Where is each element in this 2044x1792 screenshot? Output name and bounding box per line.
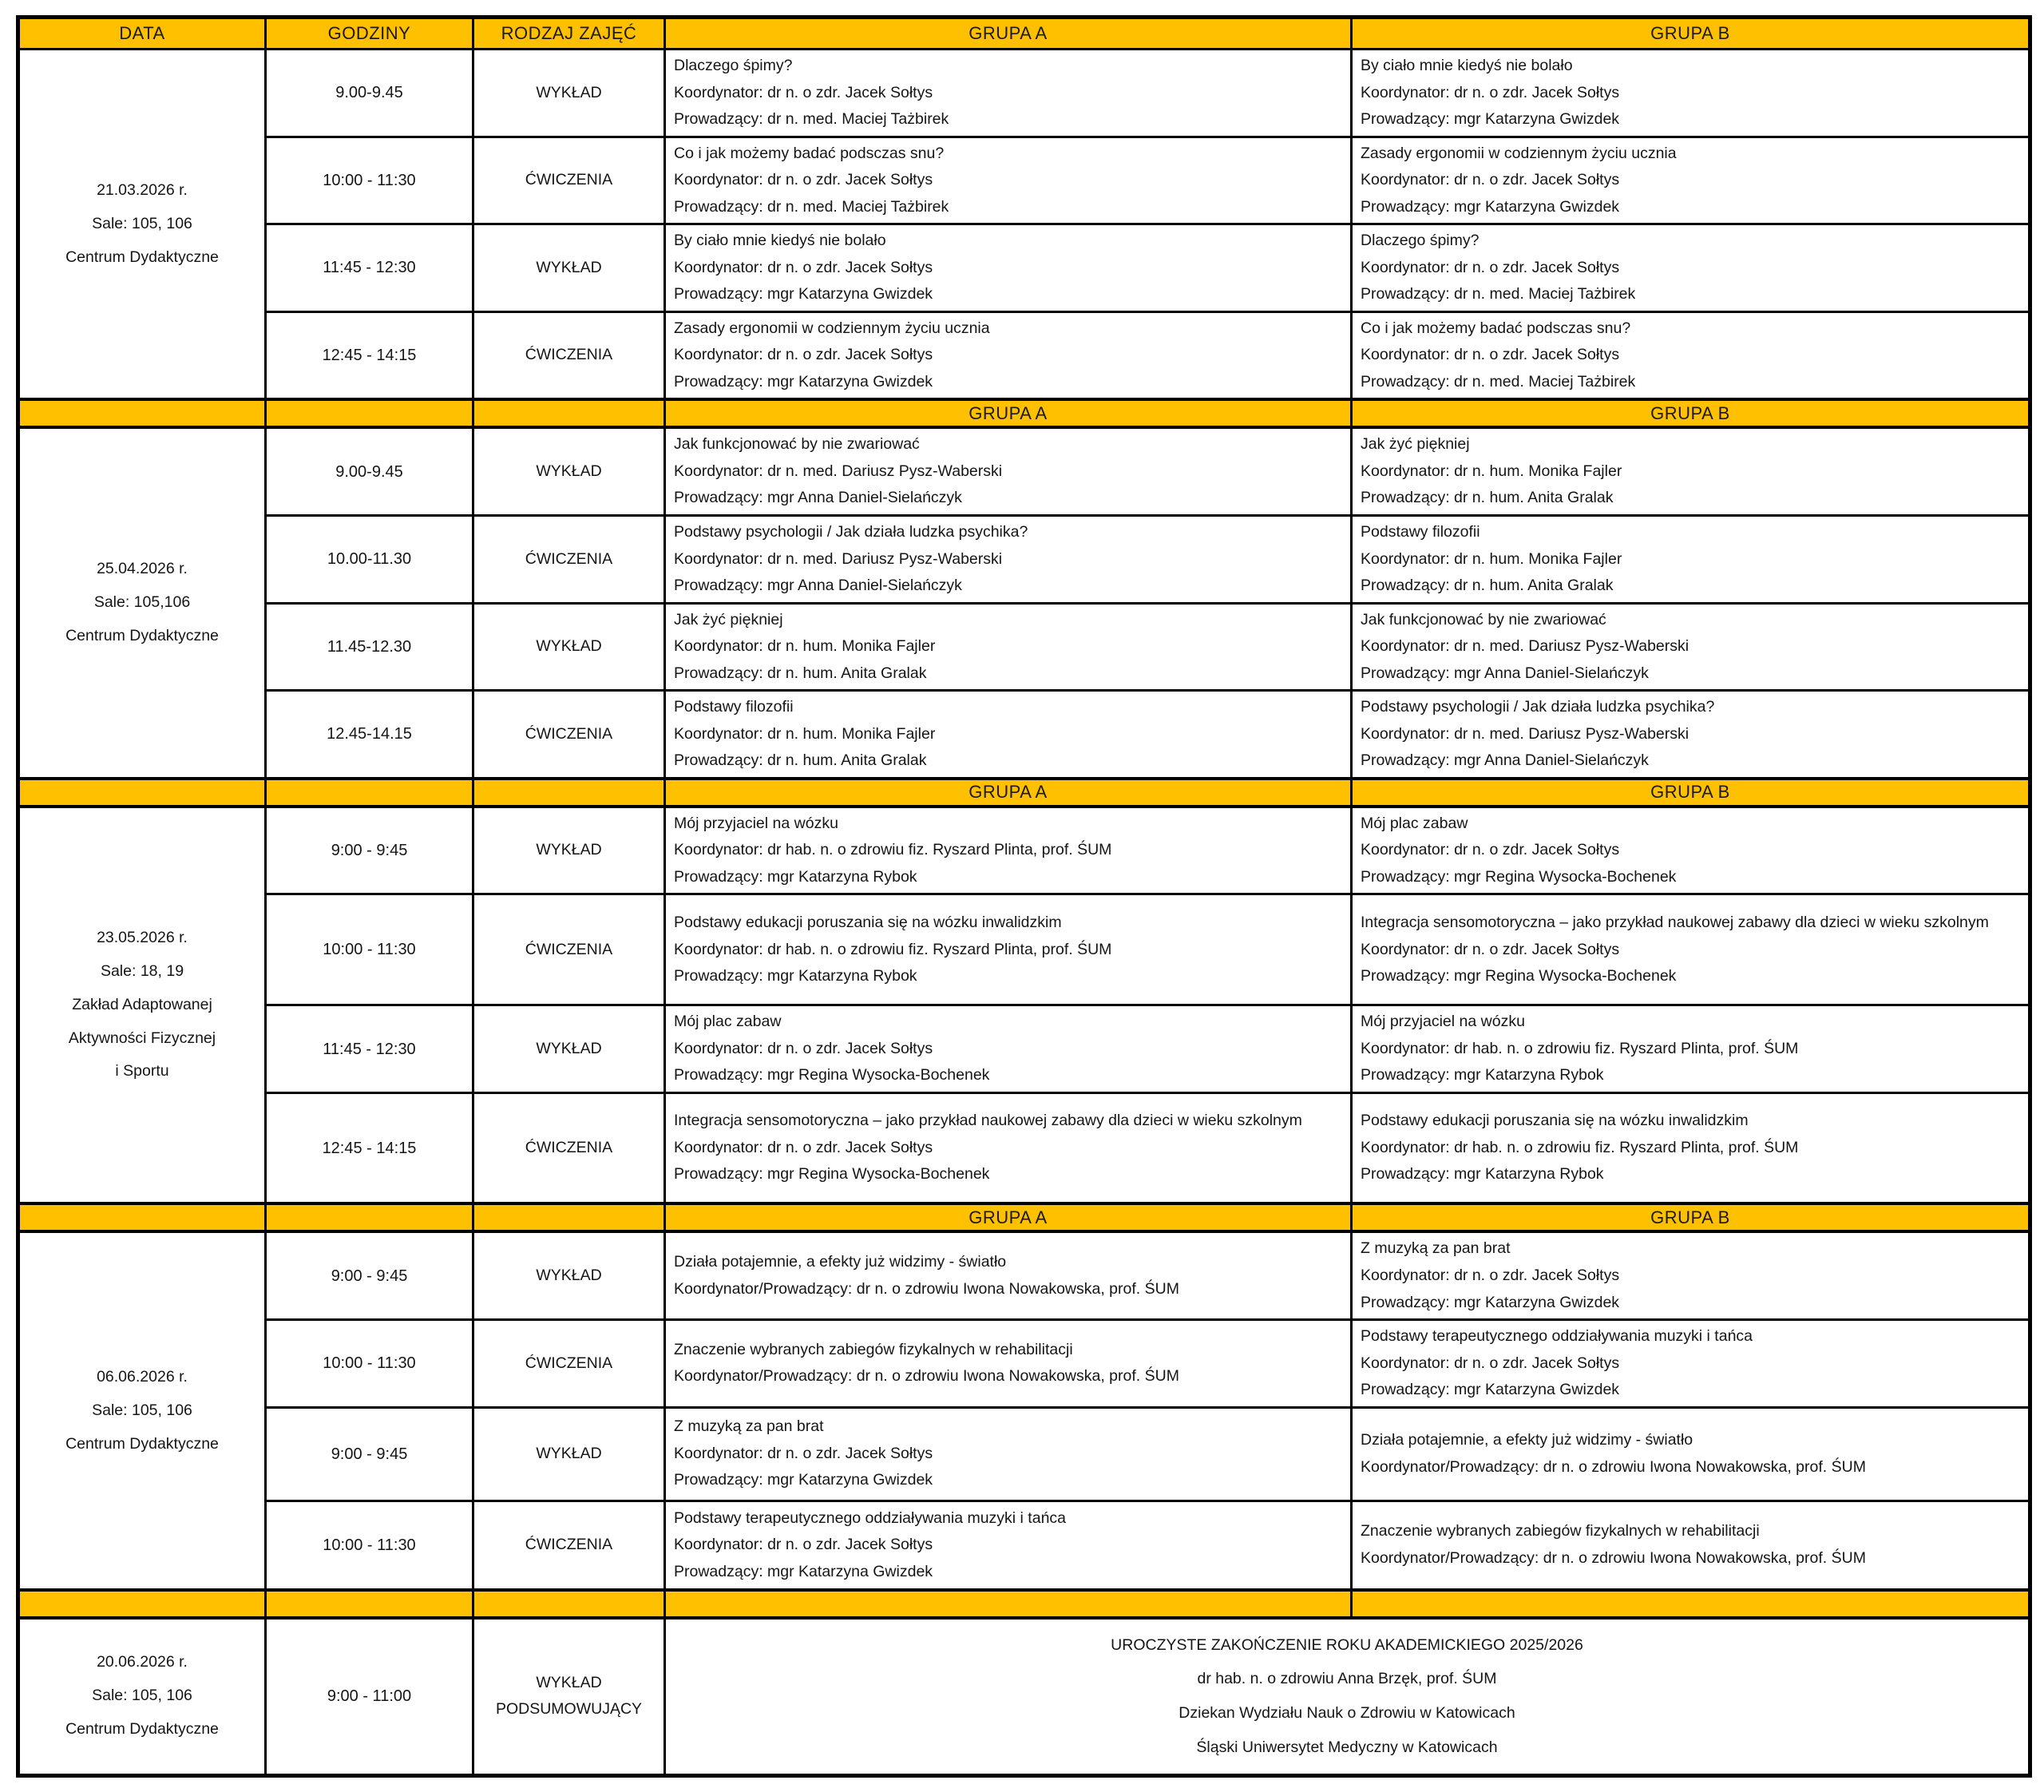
class-type-cell: WYKŁAD bbox=[473, 427, 665, 515]
text-line: Koordynator: dr hab. n. o zdrowiu fiz. Ryszard Plinta, prof. ŚUM bbox=[674, 841, 1112, 859]
text-line: By ciało mnie kiedyś nie bolało bbox=[1361, 57, 1573, 74]
date-cell bbox=[18, 50, 266, 400]
group-a-cell bbox=[665, 1005, 1352, 1093]
text-line: Prowadzący: mgr Katarzyna Rybok bbox=[1361, 1165, 1604, 1183]
text-line: Koordynator: dr n. o zdr. Jacek Sołtys bbox=[1361, 1266, 1620, 1284]
text-line: Integracja sensomotoryczna – jako przykład naukowej zabawy dla dzieci w wieku szkolnym bbox=[674, 1112, 1302, 1130]
text-line: Koordynator: dr n. o zdr. Jacek Sołtys bbox=[674, 1444, 933, 1462]
time-cell: 12:45 - 14:15 bbox=[266, 1092, 473, 1203]
text-line: Koordynator: dr n. o zdr. Jacek Sołtys bbox=[1361, 258, 1620, 276]
text-line: Koordynator: dr n. o zdr. Jacek Sołtys bbox=[674, 1039, 933, 1057]
group-b-section-header: GRUPA B bbox=[1352, 779, 2030, 807]
text-line: Koordynator: dr n. o zdr. Jacek Sołtys bbox=[1361, 171, 1620, 189]
table-row bbox=[18, 224, 2030, 312]
group-a-section-header: GRUPA A bbox=[665, 1203, 1352, 1231]
group-a-cell bbox=[665, 1231, 1352, 1319]
class-type-cell: WYKŁAD bbox=[473, 1005, 665, 1093]
text-line: Mój przyjaciel na wózku bbox=[674, 814, 838, 832]
group-b-section-header: GRUPA B bbox=[1352, 1203, 2030, 1231]
text-line: Podstawy edukacji poruszania się na wózku inwalidzkim bbox=[674, 914, 1062, 932]
text-line: Śląski Uniwersytet Medyczny w Katowicach bbox=[1196, 1738, 1498, 1757]
time-cell: 10:00 - 11:30 bbox=[266, 1501, 473, 1590]
text-line: Prowadzący: mgr Katarzyna Rybok bbox=[674, 867, 917, 886]
text-line: Jak żyć piękniej bbox=[1361, 435, 1470, 454]
text-line: Dziekan Wydziału Nauk o Zdrowiu w Katowicach bbox=[1178, 1704, 1515, 1723]
text-line: Prowadzący: mgr Regina Wysocka-Bochenek bbox=[674, 1165, 990, 1183]
text-line: Koordynator/Prowadzący: dr n. o zdrowiu Iwona Nowakowska, prof. ŚUM bbox=[1361, 1457, 1866, 1476]
date-cell bbox=[18, 1618, 266, 1775]
text-line: Podstawy edukacji poruszania się na wózku inwalidzkim bbox=[1361, 1112, 1749, 1130]
time-cell: 10:00 - 11:30 bbox=[266, 894, 473, 1005]
text-line: Sale: 105, 106 bbox=[92, 214, 192, 232]
text-line: Koordynator/Prowadzący: dr n. o zdrowiu Iwona Nowakowska, prof. ŚUM bbox=[674, 1279, 1179, 1298]
group-b-cell bbox=[1352, 1005, 2030, 1093]
text-line: Z muzyką za pan brat bbox=[1361, 1239, 1511, 1258]
text-line: Zakład Adaptowanej bbox=[72, 995, 212, 1013]
class-type-cell: ĆWICZENIA bbox=[473, 137, 665, 224]
group-b-cell bbox=[1352, 50, 2030, 137]
text-line: Prowadzący: mgr Katarzyna Rybok bbox=[1361, 1066, 1604, 1084]
text-line: Prowadzący: mgr Katarzyna Rybok bbox=[674, 967, 917, 985]
column-header-grupa-b: GRUPA B bbox=[1352, 18, 2030, 50]
table-row bbox=[18, 1407, 2030, 1501]
text-line: Znaczenie wybranych zabiegów fizykalnych w rehabilitacji bbox=[1361, 1522, 1760, 1540]
group-a-cell bbox=[665, 1407, 1352, 1501]
text-line: Sale: 105, 106 bbox=[92, 1687, 192, 1705]
group-b-cell bbox=[1352, 224, 2030, 312]
text-line: Koordynator: dr n. med. Dariusz Pysz-Waberski bbox=[1361, 637, 1689, 656]
group-a-cell bbox=[665, 50, 1352, 137]
text-line: Podstawy psychologii / Jak działa ludzka psychika? bbox=[1361, 698, 1715, 716]
text-line: Prowadzący: mgr Katarzyna Gwizdek bbox=[674, 1562, 933, 1580]
group-b-section-header: GRUPA B bbox=[1352, 399, 2030, 427]
ceremony-cell bbox=[665, 1618, 2030, 1775]
text-line: By ciało mnie kiedyś nie bolało bbox=[674, 232, 886, 250]
table-row bbox=[18, 1231, 2030, 1319]
text-line: Koordynator: dr hab. n. o zdrowiu fiz. Ryszard Plinta, prof. ŚUM bbox=[674, 940, 1112, 958]
text-line: Koordynator: dr n. o zdr. Jacek Sołtys bbox=[1361, 83, 1620, 101]
text-line: Centrum Dydaktyczne bbox=[65, 248, 219, 266]
separator-empty-cell bbox=[266, 1590, 473, 1618]
table-row bbox=[18, 427, 2030, 515]
text-line: Koordynator: dr n. o zdr. Jacek Sołtys bbox=[674, 1138, 933, 1156]
class-type-cell: ĆWICZENIA bbox=[473, 311, 665, 399]
text-line: PODSUMOWUJĄCY bbox=[495, 1700, 643, 1719]
text-line: Prowadzący: mgr Anna Daniel-Sielańczyk bbox=[674, 577, 962, 595]
group-a-section-header: GRUPA A bbox=[665, 779, 1352, 807]
text-line: Z muzyką za pan brat bbox=[674, 1417, 824, 1436]
table-row bbox=[18, 50, 2030, 137]
group-a-cell bbox=[665, 1092, 1352, 1203]
text-line: Koordynator: dr n. o zdr. Jacek Sołtys bbox=[674, 83, 933, 101]
class-type-cell: ĆWICZENIA bbox=[473, 515, 665, 603]
text-line: Koordynator: dr n. o zdr. Jacek Sołtys bbox=[674, 258, 933, 276]
text-line: Prowadzący: dr n. med. Maciej Tażbirek bbox=[1361, 285, 1636, 303]
group-b-cell bbox=[1352, 807, 2030, 894]
class-type-cell: ĆWICZENIA bbox=[473, 1092, 665, 1203]
separator-empty-cell bbox=[473, 1203, 665, 1231]
time-cell: 9.00-9.45 bbox=[266, 427, 473, 515]
table-row bbox=[18, 137, 2030, 224]
class-type-cell bbox=[473, 1618, 665, 1775]
group-a-cell bbox=[665, 1320, 1352, 1408]
text-line: Prowadzący: mgr Regina Wysocka-Bochenek bbox=[674, 1066, 990, 1084]
text-line: Sale: 105, 106 bbox=[92, 1401, 192, 1419]
group-b-cell bbox=[1352, 1501, 2030, 1590]
text-line: Integracja sensomotoryczna – jako przykład naukowej zabawy dla dzieci w wieku szkolnym bbox=[1361, 914, 1989, 932]
group-b-cell bbox=[1352, 894, 2030, 1005]
text-line: Koordynator: dr n. hum. Monika Fajler bbox=[674, 724, 936, 743]
time-cell: 9.00-9.45 bbox=[266, 50, 473, 137]
table-row bbox=[18, 691, 2030, 779]
text-line: Co i jak możemy badać podsczas snu? bbox=[1361, 319, 1631, 337]
class-type-cell: ĆWICZENIA bbox=[473, 1320, 665, 1408]
text-line: Zasady ergonomii w codziennym życiu ucznia bbox=[674, 319, 990, 337]
separator-empty-cell bbox=[18, 779, 266, 807]
time-cell: 10:00 - 11:30 bbox=[266, 1320, 473, 1408]
text-line: Prowadzący: mgr Katarzyna Gwizdek bbox=[1361, 1293, 1620, 1311]
group-a-section-header: GRUPA A bbox=[665, 399, 1352, 427]
separator-empty-cell bbox=[473, 779, 665, 807]
separator-empty-cell bbox=[1352, 1590, 2030, 1618]
group-b-cell bbox=[1352, 515, 2030, 603]
text-line: Prowadzący: mgr Katarzyna Gwizdek bbox=[1361, 1381, 1620, 1399]
group-a-cell bbox=[665, 311, 1352, 399]
text-line: 20.06.2026 r. bbox=[97, 1653, 188, 1671]
group-b-cell bbox=[1352, 1092, 2030, 1203]
date-cell bbox=[18, 427, 266, 778]
class-type-cell: ĆWICZENIA bbox=[473, 1501, 665, 1590]
text-line: Podstawy terapeutycznego oddziaływania muzyki i tańca bbox=[674, 1509, 1067, 1527]
text-line: Koordynator: dr n. o zdr. Jacek Sołtys bbox=[674, 346, 933, 364]
text-line: Koordynator: dr n. o zdr. Jacek Sołtys bbox=[1361, 1354, 1620, 1372]
text-line: Prowadzący: mgr Katarzyna Gwizdek bbox=[674, 1471, 933, 1489]
separator-empty-cell bbox=[18, 1590, 266, 1618]
class-type-cell: WYKŁAD bbox=[473, 224, 665, 312]
class-type-cell: WYKŁAD bbox=[473, 807, 665, 894]
group-a-cell bbox=[665, 691, 1352, 779]
text-line: WYKŁAD bbox=[536, 1673, 602, 1691]
group-a-cell bbox=[665, 603, 1352, 691]
text-line: Zasady ergonomii w codziennym życiu ucznia bbox=[1361, 144, 1677, 162]
separator-empty-cell bbox=[473, 399, 665, 427]
group-b-cell bbox=[1352, 1320, 2030, 1408]
schedule-table bbox=[16, 15, 2032, 1778]
text-line: Koordynator/Prowadzący: dr n. o zdrowiu Iwona Nowakowska, prof. ŚUM bbox=[674, 1367, 1179, 1386]
empty-separator-row bbox=[18, 1590, 2030, 1618]
column-header-rodzaj: RODZAJ ZAJĘĆ bbox=[473, 18, 665, 50]
separator-empty-cell bbox=[473, 1590, 665, 1618]
group-b-cell bbox=[1352, 311, 2030, 399]
text-line: Prowadzący: mgr Anna Daniel-Sielańczyk bbox=[674, 489, 962, 507]
text-line: Prowadzący: mgr Katarzyna Gwizdek bbox=[1361, 110, 1620, 129]
table-row bbox=[18, 1320, 2030, 1408]
text-line: Podstawy filozofii bbox=[1361, 522, 1480, 541]
text-line: Prowadzący: dr n. med. Maciej Tażbirek bbox=[1361, 372, 1636, 391]
group-separator-row bbox=[18, 1203, 2030, 1231]
text-line: Koordynator: dr n. o zdr. Jacek Sołtys bbox=[674, 171, 933, 189]
text-line: Centrum Dydaktyczne bbox=[65, 1434, 219, 1453]
text-line: Prowadzący: dr n. med. Maciej Tażbirek bbox=[674, 197, 949, 216]
text-line: Prowadzący: dr n. hum. Anita Gralak bbox=[674, 664, 927, 682]
table-row bbox=[18, 894, 2030, 1005]
text-line: Dlaczego śpimy? bbox=[674, 57, 793, 74]
separator-empty-cell bbox=[665, 1590, 1352, 1618]
table-row bbox=[18, 603, 2030, 691]
class-type-cell: ĆWICZENIA bbox=[473, 691, 665, 779]
group-separator-row bbox=[18, 779, 2030, 807]
text-line: 06.06.2026 r. bbox=[97, 1367, 188, 1386]
text-line: Prowadzący: mgr Katarzyna Gwizdek bbox=[1361, 197, 1620, 216]
class-type-cell: WYKŁAD bbox=[473, 1407, 665, 1501]
table-row bbox=[18, 515, 2030, 603]
text-line: Aktywności Fizycznej bbox=[68, 1029, 216, 1047]
text-line: Podstawy psychologii / Jak działa ludzka psychika? bbox=[674, 522, 1028, 541]
group-b-cell bbox=[1352, 1407, 2030, 1501]
text-line: Koordynator: dr hab. n. o zdrowiu fiz. Ryszard Plinta, prof. ŚUM bbox=[1361, 1039, 1799, 1057]
group-b-cell bbox=[1352, 427, 2030, 515]
time-cell: 11.45-12.30 bbox=[266, 603, 473, 691]
text-line: i Sportu bbox=[115, 1062, 169, 1080]
text-line: Prowadzący: mgr Anna Daniel-Sielańczyk bbox=[1361, 664, 1649, 682]
text-line: 25.04.2026 r. bbox=[97, 560, 188, 578]
separator-empty-cell bbox=[18, 399, 266, 427]
group-separator-row bbox=[18, 399, 2030, 427]
text-line: Centrum Dydaktyczne bbox=[65, 1720, 219, 1738]
column-header-godziny: GODZINY bbox=[266, 18, 473, 50]
text-line: Jak żyć piękniej bbox=[674, 610, 783, 628]
time-cell: 9:00 - 11:00 bbox=[266, 1618, 473, 1775]
table-row bbox=[18, 807, 2030, 894]
group-a-cell bbox=[665, 515, 1352, 603]
group-b-cell bbox=[1352, 1231, 2030, 1319]
column-header-grupa-a: GRUPA A bbox=[665, 18, 1352, 50]
text-line: Dlaczego śpimy? bbox=[1361, 232, 1480, 250]
text-line: Koordynator: dr n. hum. Monika Fajler bbox=[1361, 462, 1622, 480]
text-line: Centrum Dydaktyczne bbox=[65, 627, 219, 645]
table-row bbox=[18, 1092, 2030, 1203]
separator-empty-cell bbox=[266, 1203, 473, 1231]
text-line: Działa potajemnie, a efekty już widzimy - światło bbox=[674, 1253, 1007, 1271]
final-row bbox=[18, 1618, 2030, 1775]
text-line: Mój przyjaciel na wózku bbox=[1361, 1013, 1525, 1031]
table-header-row bbox=[18, 18, 2030, 50]
separator-empty-cell bbox=[266, 779, 473, 807]
text-line: Prowadzący: dr n. hum. Anita Gralak bbox=[674, 751, 927, 770]
text-line: 21.03.2026 r. bbox=[97, 180, 188, 199]
time-cell: 9:00 - 9:45 bbox=[266, 1231, 473, 1319]
table-row bbox=[18, 1005, 2030, 1093]
group-a-cell bbox=[665, 1501, 1352, 1590]
text-line: Podstawy filozofii bbox=[674, 698, 794, 716]
text-line: Prowadzący: mgr Regina Wysocka-Bochenek bbox=[1361, 867, 1677, 886]
text-line: Prowadzący: mgr Katarzyna Gwizdek bbox=[674, 285, 933, 303]
text-line: Prowadzący: mgr Katarzyna Gwizdek bbox=[674, 372, 933, 391]
text-line: Mój plac zabaw bbox=[674, 1013, 782, 1031]
text-line: Prowadzący: mgr Anna Daniel-Sielańczyk bbox=[1361, 751, 1649, 770]
group-a-cell bbox=[665, 894, 1352, 1005]
text-line: 23.05.2026 r. bbox=[97, 928, 188, 946]
text-line: Koordynator: dr n. o zdr. Jacek Sołtys bbox=[1361, 940, 1620, 958]
text-line: UROCZYSTE ZAKOŃCZENIE ROKU AKADEMICKIEGO 2025/2026 bbox=[1111, 1635, 1583, 1654]
text-line: dr hab. n. o zdrowiu Anna Brzęk, prof. ŚUM bbox=[1197, 1670, 1497, 1688]
group-a-cell bbox=[665, 427, 1352, 515]
time-cell: 9:00 - 9:45 bbox=[266, 807, 473, 894]
date-cell bbox=[18, 1231, 266, 1590]
group-a-cell bbox=[665, 224, 1352, 312]
text-line: Koordynator: dr hab. n. o zdrowiu fiz. Ryszard Plinta, prof. ŚUM bbox=[1361, 1138, 1799, 1156]
text-line: Jak funkcjonować by nie zwariować bbox=[1361, 610, 1606, 628]
column-header-data: DATA bbox=[18, 18, 266, 50]
time-cell: 11:45 - 12:30 bbox=[266, 1005, 473, 1093]
time-cell: 11:45 - 12:30 bbox=[266, 224, 473, 312]
table-row bbox=[18, 1501, 2030, 1590]
text-line: Koordynator: dr n. hum. Monika Fajler bbox=[1361, 549, 1622, 568]
time-cell: 12.45-14.15 bbox=[266, 691, 473, 779]
text-line: Prowadzący: mgr Regina Wysocka-Bochenek bbox=[1361, 967, 1677, 985]
date-cell bbox=[18, 807, 266, 1204]
time-cell: 10:00 - 11:30 bbox=[266, 137, 473, 224]
separator-empty-cell bbox=[266, 399, 473, 427]
text-line: Prowadzący: dr n. hum. Anita Gralak bbox=[1361, 577, 1614, 595]
class-type-cell: ĆWICZENIA bbox=[473, 894, 665, 1005]
table-row bbox=[18, 311, 2030, 399]
time-cell: 12:45 - 14:15 bbox=[266, 311, 473, 399]
text-line: Koordynator: dr n. o zdr. Jacek Sołtys bbox=[1361, 346, 1620, 364]
group-b-cell bbox=[1352, 691, 2030, 779]
text-line: Prowadzący: dr n. med. Maciej Tażbirek bbox=[674, 110, 949, 129]
text-line: Koordynator: dr n. med. Dariusz Pysz-Waberski bbox=[674, 462, 1003, 480]
time-cell: 9:00 - 9:45 bbox=[266, 1407, 473, 1501]
text-line: Podstawy terapeutycznego oddziaływania muzyki i tańca bbox=[1361, 1327, 1753, 1346]
group-b-cell bbox=[1352, 137, 2030, 224]
group-a-cell bbox=[665, 137, 1352, 224]
text-line: Co i jak możemy badać podsczas snu? bbox=[674, 144, 945, 162]
text-line: Mój plac zabaw bbox=[1361, 814, 1468, 832]
class-type-cell: WYKŁAD bbox=[473, 50, 665, 137]
text-line: Koordynator: dr n. med. Dariusz Pysz-Waberski bbox=[1361, 724, 1689, 743]
text-line: Koordynator/Prowadzący: dr n. o zdrowiu Iwona Nowakowska, prof. ŚUM bbox=[1361, 1548, 1866, 1567]
text-line: Działa potajemnie, a efekty już widzimy - światło bbox=[1361, 1431, 1693, 1449]
text-line: Jak funkcjonować by nie zwariować bbox=[674, 435, 920, 454]
class-type-cell: WYKŁAD bbox=[473, 1231, 665, 1319]
text-line: Koordynator: dr n. o zdr. Jacek Sołtys bbox=[674, 1536, 933, 1554]
text-line: Koordynator: dr n. o zdr. Jacek Sołtys bbox=[1361, 841, 1620, 859]
separator-empty-cell bbox=[18, 1203, 266, 1231]
group-b-cell bbox=[1352, 603, 2030, 691]
text-line: Sale: 18, 19 bbox=[100, 961, 184, 980]
time-cell: 10.00-11.30 bbox=[266, 515, 473, 603]
text-line: Prowadzący: dr n. hum. Anita Gralak bbox=[1361, 489, 1614, 507]
text-line: Znaczenie wybranych zabiegów fizykalnych w rehabilitacji bbox=[674, 1340, 1073, 1358]
text-line: Koordynator: dr n. med. Dariusz Pysz-Waberski bbox=[674, 549, 1003, 568]
group-a-cell bbox=[665, 807, 1352, 894]
class-type-cell: WYKŁAD bbox=[473, 603, 665, 691]
text-line: Koordynator: dr n. hum. Monika Fajler bbox=[674, 637, 936, 656]
text-line: Sale: 105,106 bbox=[93, 593, 191, 612]
